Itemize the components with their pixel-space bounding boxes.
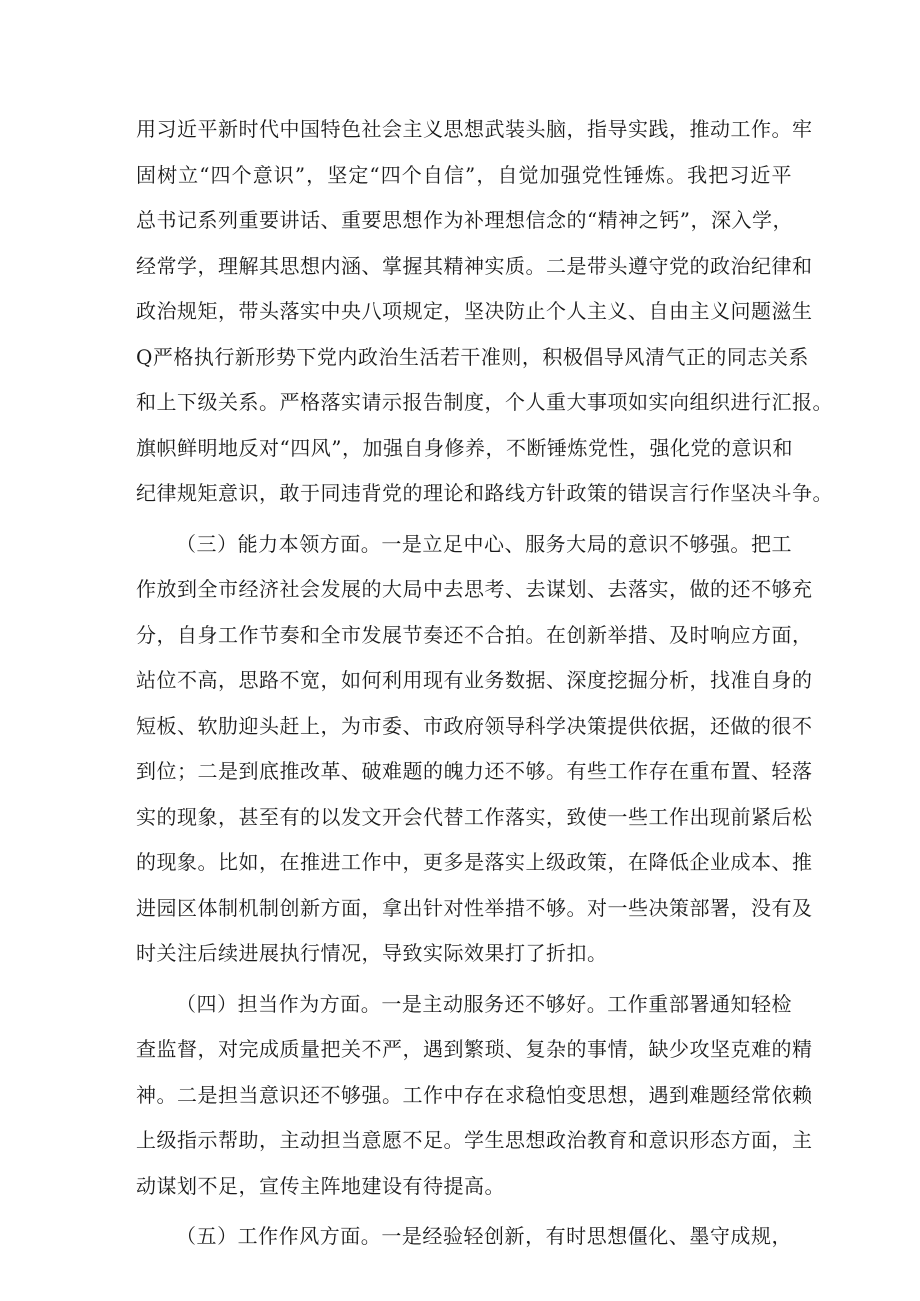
text-line: 固树立“四个意识”，坚定“四个自信”，自觉加强党性锤炼。我把习近平 (136, 163, 792, 187)
text-line: 实的现象，甚至有的以发文开会代替工作落实，致使一些工作出现前紧后松 (136, 805, 813, 829)
text-line: 站位不高，思路不宽，如何利用现有业务数据、深度挖掘分析，找准自身的 (136, 668, 813, 692)
text-line: 纪律规矩意识，敢于同违背党的理论和路线方针政策的错误言行作坚决斗争。 (136, 481, 833, 505)
text-line: 分，自身工作节奏和全市发展节奏还不合拍。在创新举措、及时响应方面， (136, 623, 813, 647)
text-line: 上级指示帮助，主动担当意愿不足。学生思想政治教育和意识形态方面，主 (136, 1128, 813, 1152)
text-line: 短板、软肋迎头赶上，为市委、市政府领导科学决策提供依据，还做的很不 (136, 714, 813, 738)
text-line: 经常学，理解其思想内涵、掌握其精神实质。二是带头遵守党的政治纪律和 (136, 254, 813, 278)
section-heading-line: （五）工作作风方面。一是经验轻创新，有时思想僵化、墨守成规， (176, 1224, 792, 1248)
text-line: 的现象。比如，在推进工作中，更多是落实上级政策，在降低企业成本、推 (136, 850, 813, 874)
text-line: 政治规矩，带头落实中央八项规定，坚决防止个人主义、自由主义问题滋生 (136, 299, 813, 323)
section-heading-line: （四）担当作为方面。一是主动服务还不够好。工作重部署通知轻检 (176, 992, 792, 1016)
text-line: 和上下级关系。严格落实请示报告制度，个人重大事项如实向组织进行汇报。 (136, 390, 833, 414)
text-line: 用习近平新时代中国特色社会主义思想武装头脑，指导实践，推动工作。牢 (136, 117, 813, 141)
text-line: 到位；二是到底推改革、破难题的魄力还不够。有些工作存在重布置、轻落 (136, 759, 813, 783)
text-line: 时关注后续进展执行情况，导致实际效果打了折扣。 (136, 941, 608, 965)
text-line: 总书记系列重要讲话、重要思想作为补理想信念的“精神之钙”，深入学， (136, 208, 793, 232)
text-line: 作放到全市经济社会发展的大局中去思考、去谋划、去落实，做的还不够充 (136, 577, 813, 601)
text-line: 神。二是担当意识还不够强。工作中存在求稳怕变思想，遇到难题经常依赖 (136, 1083, 813, 1107)
text-line: 进园区体制机制创新方面，拿出针对性举措不够。对一些决策部署，没有及 (136, 896, 813, 920)
text-line: 查监督，对完成质量把关不严，遇到繁琐、复杂的事情，缺少攻坚克难的精 (136, 1037, 813, 1061)
section-heading-line: （三）能力本领方面。一是立足中心、服务大局的意识不够强。把工 (176, 532, 792, 556)
text-line: 动谋划不足，宣传主阵地建设有待提高。 (136, 1174, 505, 1198)
text-line: Q严格执行新形势下党内政治生活若干准则，积极倡导风清气正的同志关系 (136, 345, 809, 369)
text-line: 旗帜鲜明地反对“四风”，加强自身修养，不断锤炼党性，强化党的意识和 (136, 436, 793, 460)
